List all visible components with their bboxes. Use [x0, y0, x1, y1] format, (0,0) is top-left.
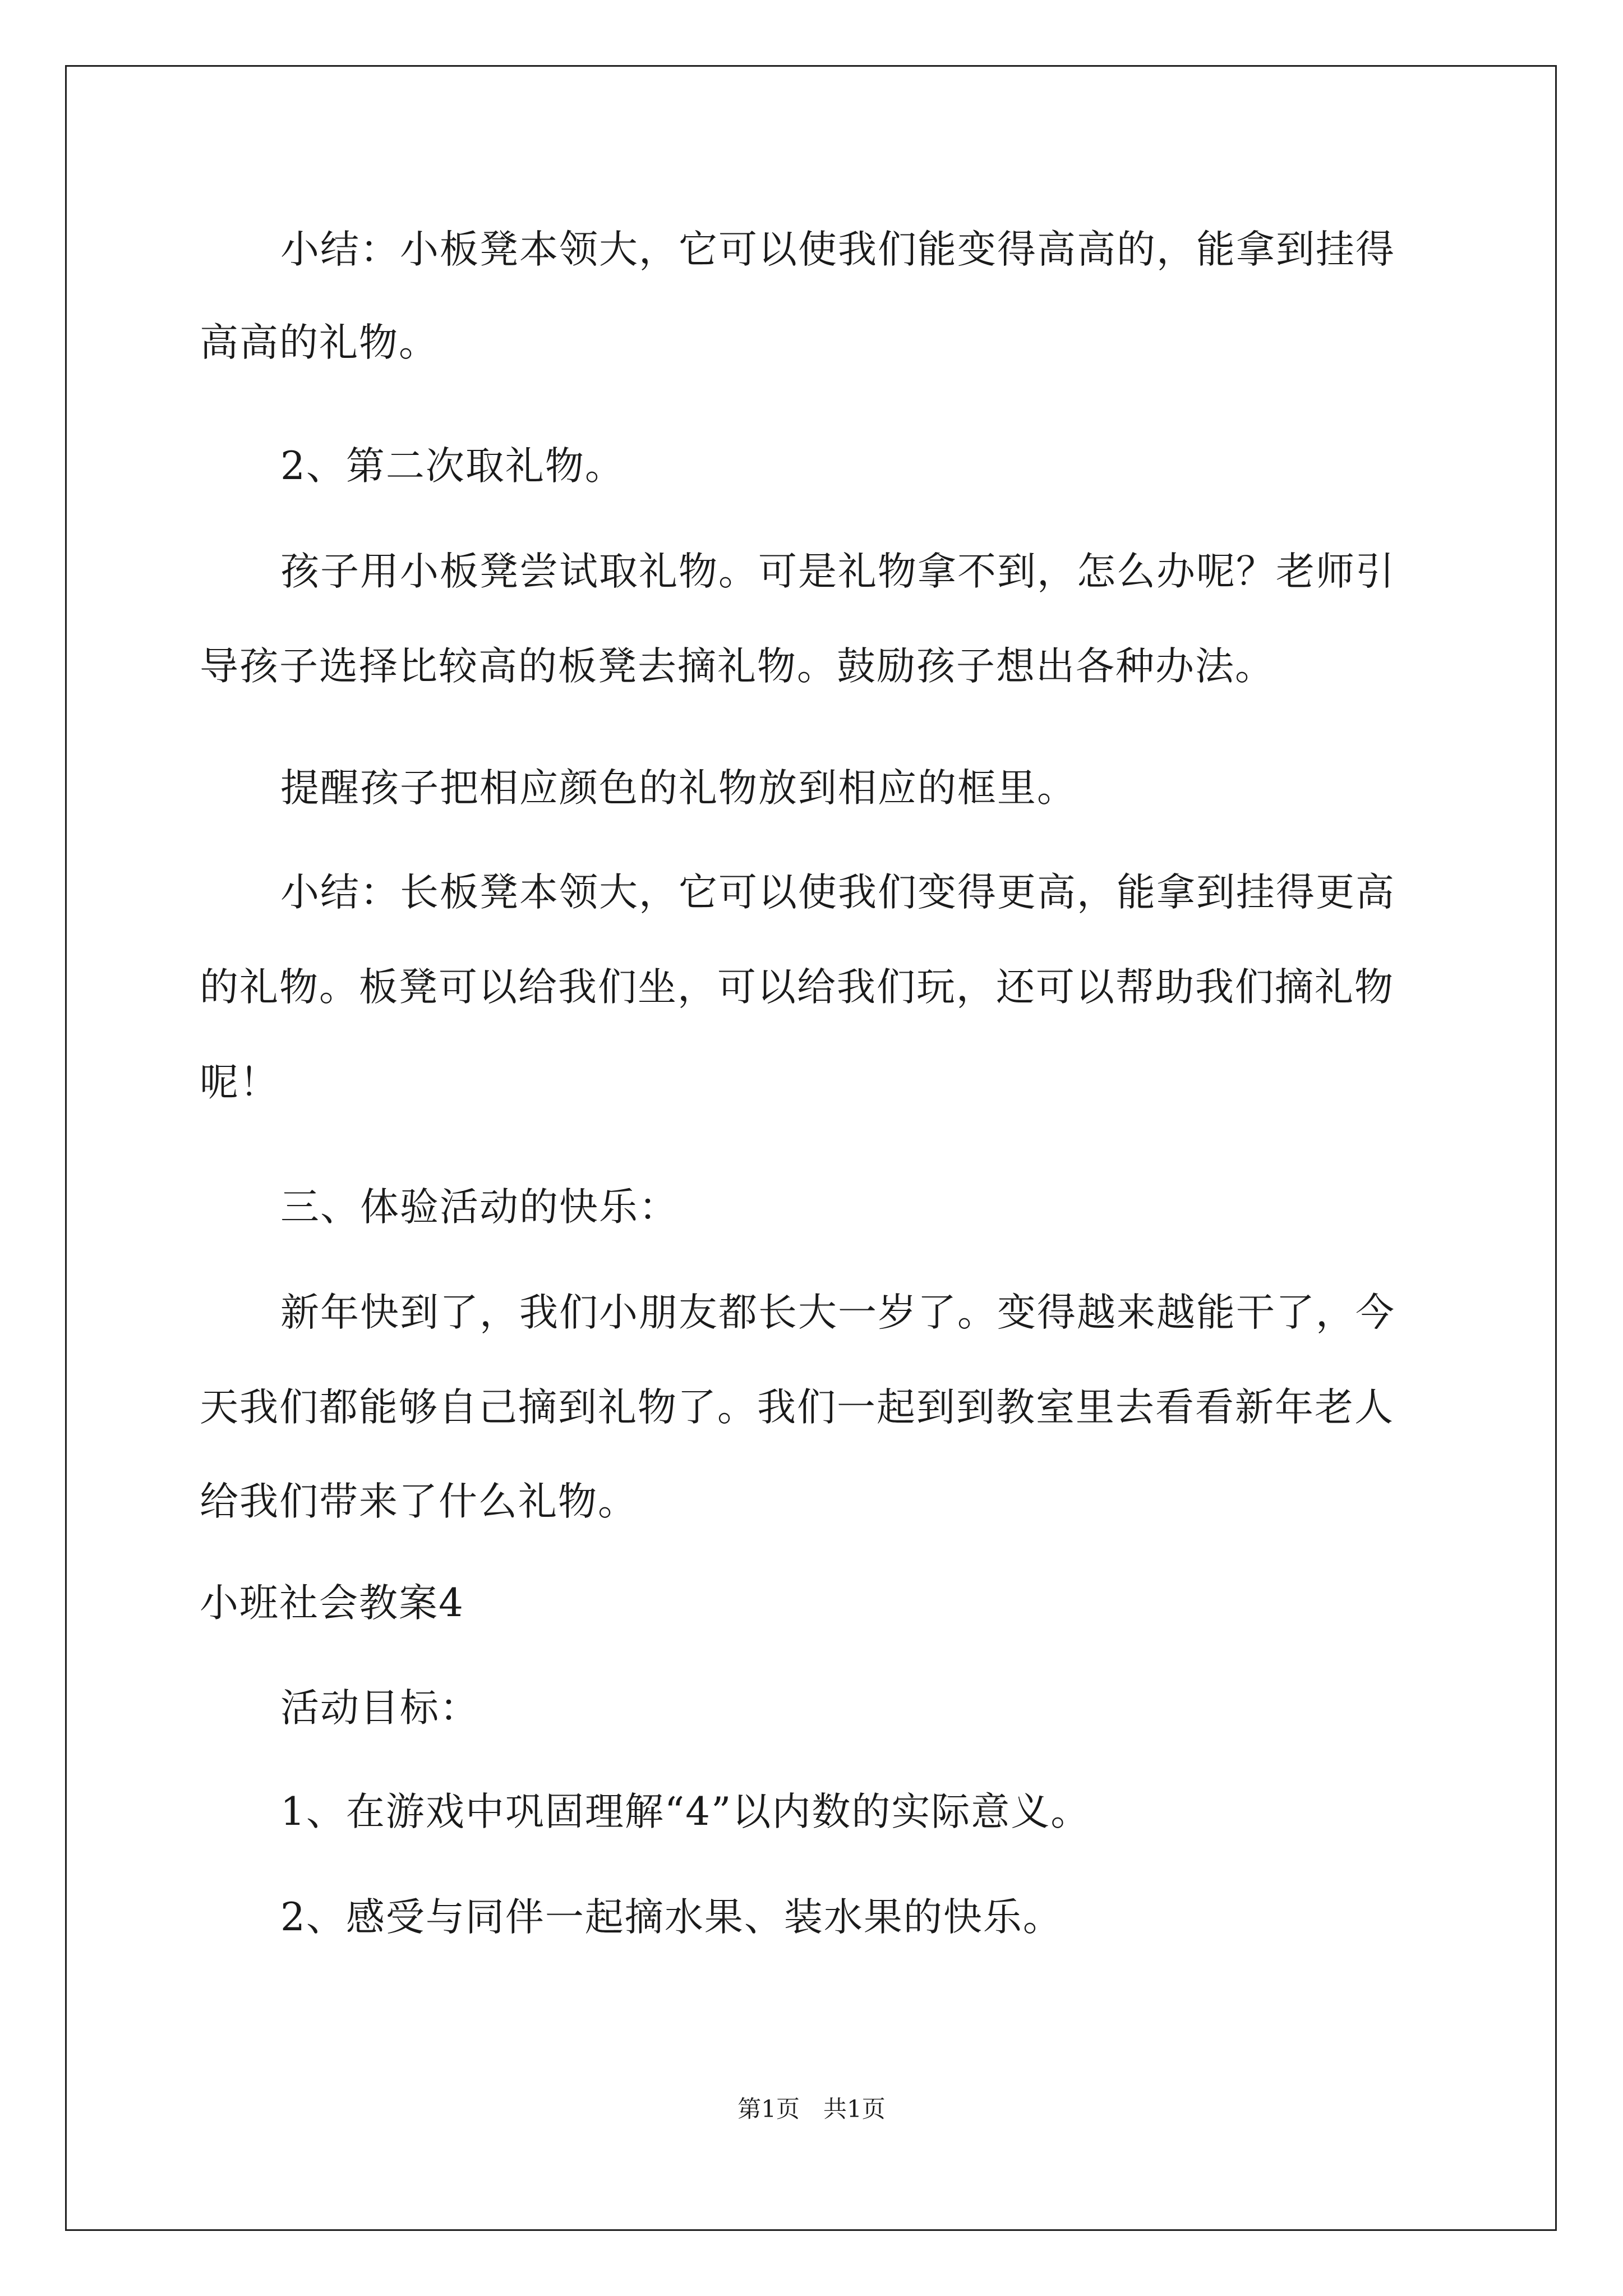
list-item: 2、感受与同伴一起摘水果、装水果的快乐。: [280, 1895, 1063, 1940]
body-text-line: 小结：长板凳本领大，它可以使我们变得更高，能拿到挂得更高: [280, 870, 1395, 915]
section-heading: 活动目标：: [280, 1686, 479, 1731]
body-text-line: 高高的礼物。: [200, 320, 439, 365]
body-text-line: 提醒孩子把相应颜色的礼物放到相应的框里。: [280, 766, 1077, 811]
body-text-line: 呢！: [200, 1060, 279, 1105]
document-title: 小班社会教案4: [200, 1581, 464, 1626]
body-text-line: 天我们都能够自己摘到礼物了。我们一起到到教室里去看看新年老人: [200, 1385, 1394, 1430]
body-text-line: 孩子用小板凳尝试取礼物。可是礼物拿不到，怎么办呢？老师引: [280, 549, 1395, 594]
body-text-line: 导孩子选择比较高的板凳去摘礼物。鼓励孩子想出各种办法。: [200, 644, 1275, 689]
page-footer: 第1页 共1页: [737, 2095, 886, 2123]
section-heading: 三、体验活动的快乐：: [280, 1185, 679, 1230]
section-subheading: 2、第二次取礼物。: [280, 444, 625, 489]
body-text-line: 给我们带来了什么礼物。: [200, 1479, 638, 1524]
list-item: 1、在游戏中巩固理解“4”以内数的实际意义。: [280, 1789, 1091, 1834]
body-text-line: 新年快到了，我们小朋友都长大一岁了。变得越来越能干了，今: [280, 1290, 1395, 1335]
body-text-line: 小结：小板凳本领大，它可以使我们能变得高高的，能拿到挂得: [280, 227, 1395, 272]
body-text-line: 的礼物。板凳可以给我们坐，可以给我们玩，还可以帮助我们摘礼物: [200, 965, 1394, 1010]
